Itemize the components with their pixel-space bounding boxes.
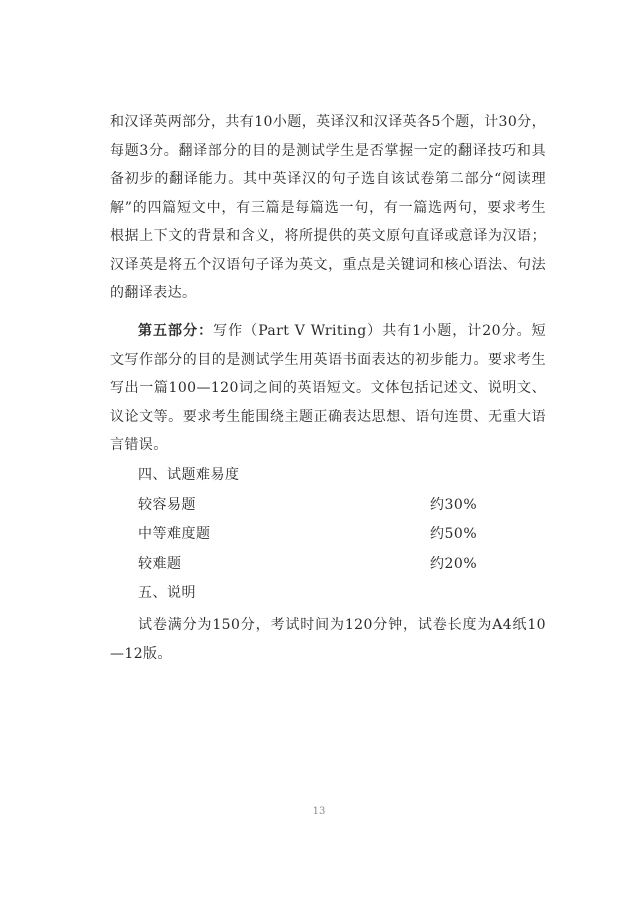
paragraph-text: 写作（Part V Writing）共有1小题，计20分。短文写作部分的目的是测试学生用英语书面表达的初步能力。要求考生写出一篇100—120词之间的英语短文。文体包括记述文、说明文、议论文等。要求考生能围绕主题正确表达思想、语句连贯、无重大语言错误。: [110, 323, 547, 453]
page-number: 13: [312, 806, 326, 817]
difficulty-label: 中等难度题: [138, 526, 211, 542]
difficulty-value: 约50%: [430, 526, 478, 542]
difficulty-row: [138, 523, 538, 545]
difficulty-label: 较容易题: [138, 497, 196, 513]
paragraph-text: 试卷满分为150分，考试时间为120分钟，试卷长度为A4纸10—12版。: [110, 617, 546, 662]
section-heading-difficulty: 四、试题难易度: [138, 467, 240, 483]
difficulty-label: 较难题: [138, 556, 182, 572]
paragraph-notes: [110, 611, 546, 668]
paragraph-text: 和汉译英两部分，共有10小题，英译汉和汉译英各5个题，计30分，每题3分。翻译部分的目的是测试学生是否掌握一定的翻译技巧和具备初步的翻译能力。其中英译汉的句子选自该试卷第二部分“阅读理解”的四篇短文中，有三篇是每篇选一句，有一篇选两句，要求考生根据上下文的背景和含义，将所提供的英文原句直译或意译为汉语；汉译英是将五个汉语句子译为英文，重点是关键词和核心语法、句法的翻译表达。: [110, 114, 546, 301]
difficulty-value: 约30%: [430, 497, 478, 513]
difficulty-row: [138, 553, 538, 575]
paragraph-writing: [110, 317, 546, 460]
section-heading-notes: 五、说明: [138, 585, 196, 601]
difficulty-row: [138, 494, 538, 516]
difficulty-value: 约20%: [430, 556, 478, 572]
paragraph-translation: [110, 108, 546, 308]
part-five-label: 第五部分：: [138, 323, 214, 339]
